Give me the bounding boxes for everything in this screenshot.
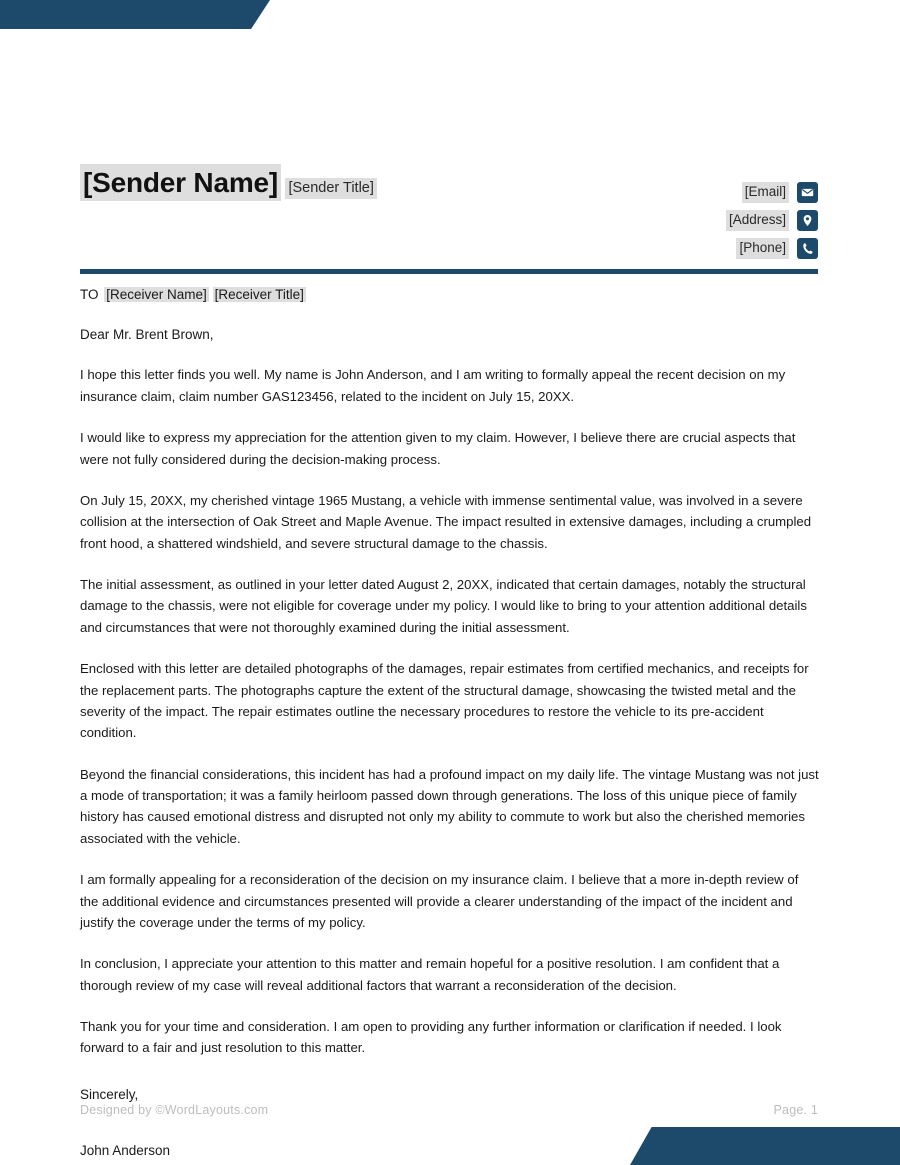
- contact-row-email: [742, 182, 818, 203]
- body-paragraph: On July 15, 20XX, my cherished vintage 1965 Mustang, a vehicle with immense sentimental value, was involved in a severe collision at the intersection of Oak Street and Maple Avenue. The impact resulted in extensive damages, including a crumpled front hood, a shattered windshield, and severe structural damage to the chassis.: [80, 492, 812, 551]
- top-left-accent-band: [0, 0, 270, 29]
- closing-salutation: Sincerely,: [80, 1086, 139, 1102]
- body-paragraph: I hope this letter finds you well. My name is John Anderson, and I am writing to formally appeal the recent decision on my insurance claim, claim number GAS123456, related to the incident on July 15, 20XX.: [80, 367, 786, 404]
- letterhead: [80, 160, 818, 259]
- body-paragraph: I am formally appealing for a reconsideration of the decision on my insurance claim. I believe that a more in-depth review of the additional evidence and circumstances presented will provide a clearer understanding of the impact of the incident and justify the coverage under the terms of my policy.: [80, 872, 799, 930]
- body-paragraph: Thank you for your time and consideration. I am open to providing any further information or clarification if needed. I look forward to a fair and just resolution to this matter.: [80, 1019, 782, 1056]
- receiver-name-field[interactable]: [Receiver Name]: [106, 287, 207, 302]
- phone-field[interactable]: [Phone]: [736, 238, 789, 258]
- page-footer: [80, 1103, 818, 1117]
- to-label: TO: [80, 287, 99, 302]
- header-divider: [80, 269, 818, 274]
- sender-name-field[interactable]: [Sender Name]: [80, 164, 281, 201]
- email-field[interactable]: [Email]: [742, 182, 789, 202]
- body-paragraph: In conclusion, I appreciate your attention to this matter and remain hopeful for a positive resolution. I am confident that a thorough review of my case will reveal additional factors that warrant a reconsideration of the decision.: [80, 956, 780, 993]
- footer-page-number: Page. 1: [773, 1103, 818, 1117]
- location-pin-icon: [797, 210, 818, 231]
- receiver-title-field[interactable]: [Receiver Title]: [214, 287, 304, 302]
- footer-credit[interactable]: Designed by ©WordLayouts.com: [80, 1103, 269, 1117]
- body-paragraph: The initial assessment, as outlined in your letter dated August 2, 20XX, indicated that certain damages, notably the structural damage to the chassis, were not eligible for coverage under my policy. I would like to bring to your attention additional details and circumstances that were not thoroughly examined during the initial assessment.: [80, 577, 807, 635]
- contact-row-phone: [736, 238, 818, 259]
- envelope-icon: [797, 182, 818, 203]
- phone-icon: [797, 238, 818, 259]
- signer-name: John Anderson: [80, 1143, 171, 1159]
- contact-block: [726, 160, 818, 259]
- body-paragraph: Beyond the financial considerations, this incident has had a profound impact on my daily life. The vintage Mustang was not just a mode of transportation; it was a family heirloom passed down through generations. The loss of this unique piece of family history has caused emotional distress and disrupted not only my ability to commute to work but also the cherished memories associated with the vehicle.: [80, 766, 819, 846]
- recipient-line: [80, 286, 820, 305]
- sender-block: [80, 160, 377, 201]
- letter-body: [80, 286, 820, 1161]
- contact-row-address: [726, 210, 818, 231]
- sender-title-field[interactable]: [Sender Title]: [285, 178, 376, 199]
- address-field[interactable]: [Address]: [726, 210, 789, 230]
- body-paragraph: Enclosed with this letter are detailed photographs of the damages, repair estimates from certified mechanics, and receipts for the replacement parts. The photographs capture the extent of the structural damage, showcasing the twisted metal and the severity of the impact. The repair estimates outline the necessary procedures to restore the vehicle to its pre-accident condition.: [80, 661, 809, 741]
- salutation: Dear Mr. Brent Brown,: [80, 326, 214, 342]
- body-paragraph: I would like to express my appreciation for the attention given to my claim. However, I believe there are crucial aspects that were not fully considered during the decision-making process.: [80, 430, 796, 467]
